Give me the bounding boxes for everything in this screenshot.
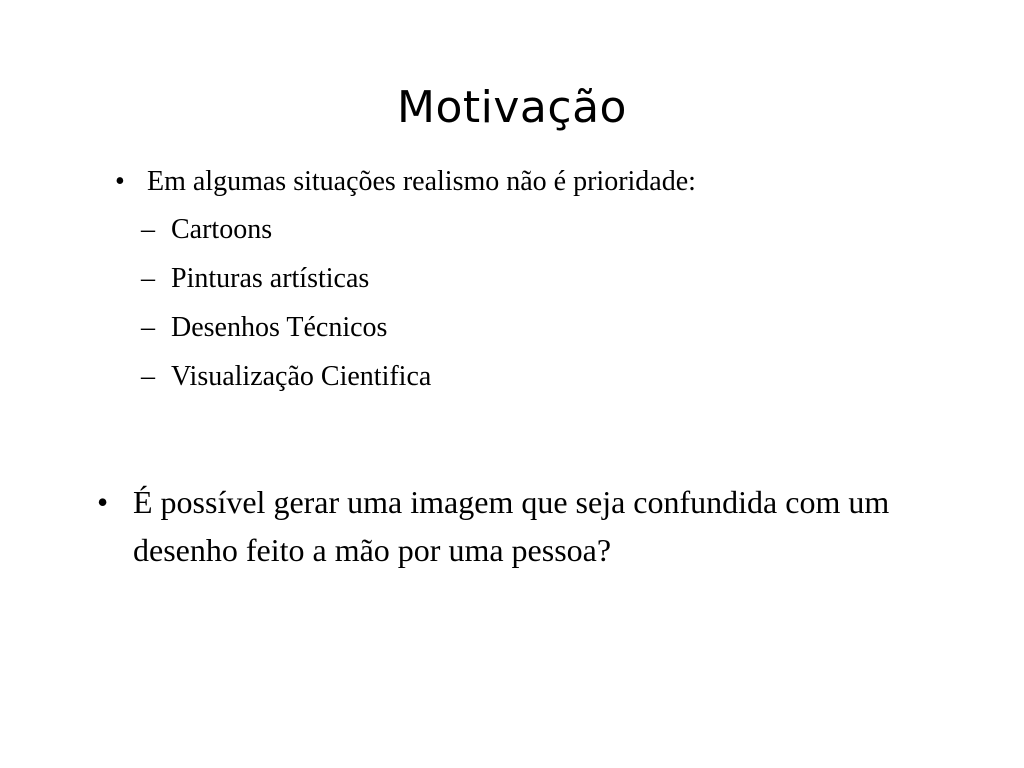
bullet-item	[97, 478, 953, 574]
sub-bullet-text: Visualização Cientifica	[171, 361, 432, 392]
sub-bullet-item	[141, 263, 369, 295]
sub-bullet-item	[141, 312, 387, 344]
bullet-text: Em algumas situações realismo não é prioridade:	[147, 166, 696, 197]
bullet-text: É possível gerar uma imagem que seja confundida com um desenho feito a mão por uma pessoa?	[133, 484, 890, 568]
sub-bullet-text: Desenhos Técnicos	[171, 312, 388, 343]
dash-marker: –	[141, 263, 155, 294]
bullet-marker: •	[97, 484, 109, 520]
sub-bullet-item	[141, 214, 272, 246]
dash-marker: –	[141, 214, 155, 245]
bullet-marker: •	[115, 166, 125, 197]
sub-bullet-item	[141, 361, 431, 393]
dash-marker: –	[141, 361, 155, 392]
sub-bullet-text: Cartoons	[171, 214, 273, 245]
slide-title: Motivação	[397, 82, 627, 133]
dash-marker: –	[141, 312, 155, 343]
bullet-item	[115, 166, 696, 198]
sub-bullet-text: Pinturas artísticas	[171, 263, 370, 294]
